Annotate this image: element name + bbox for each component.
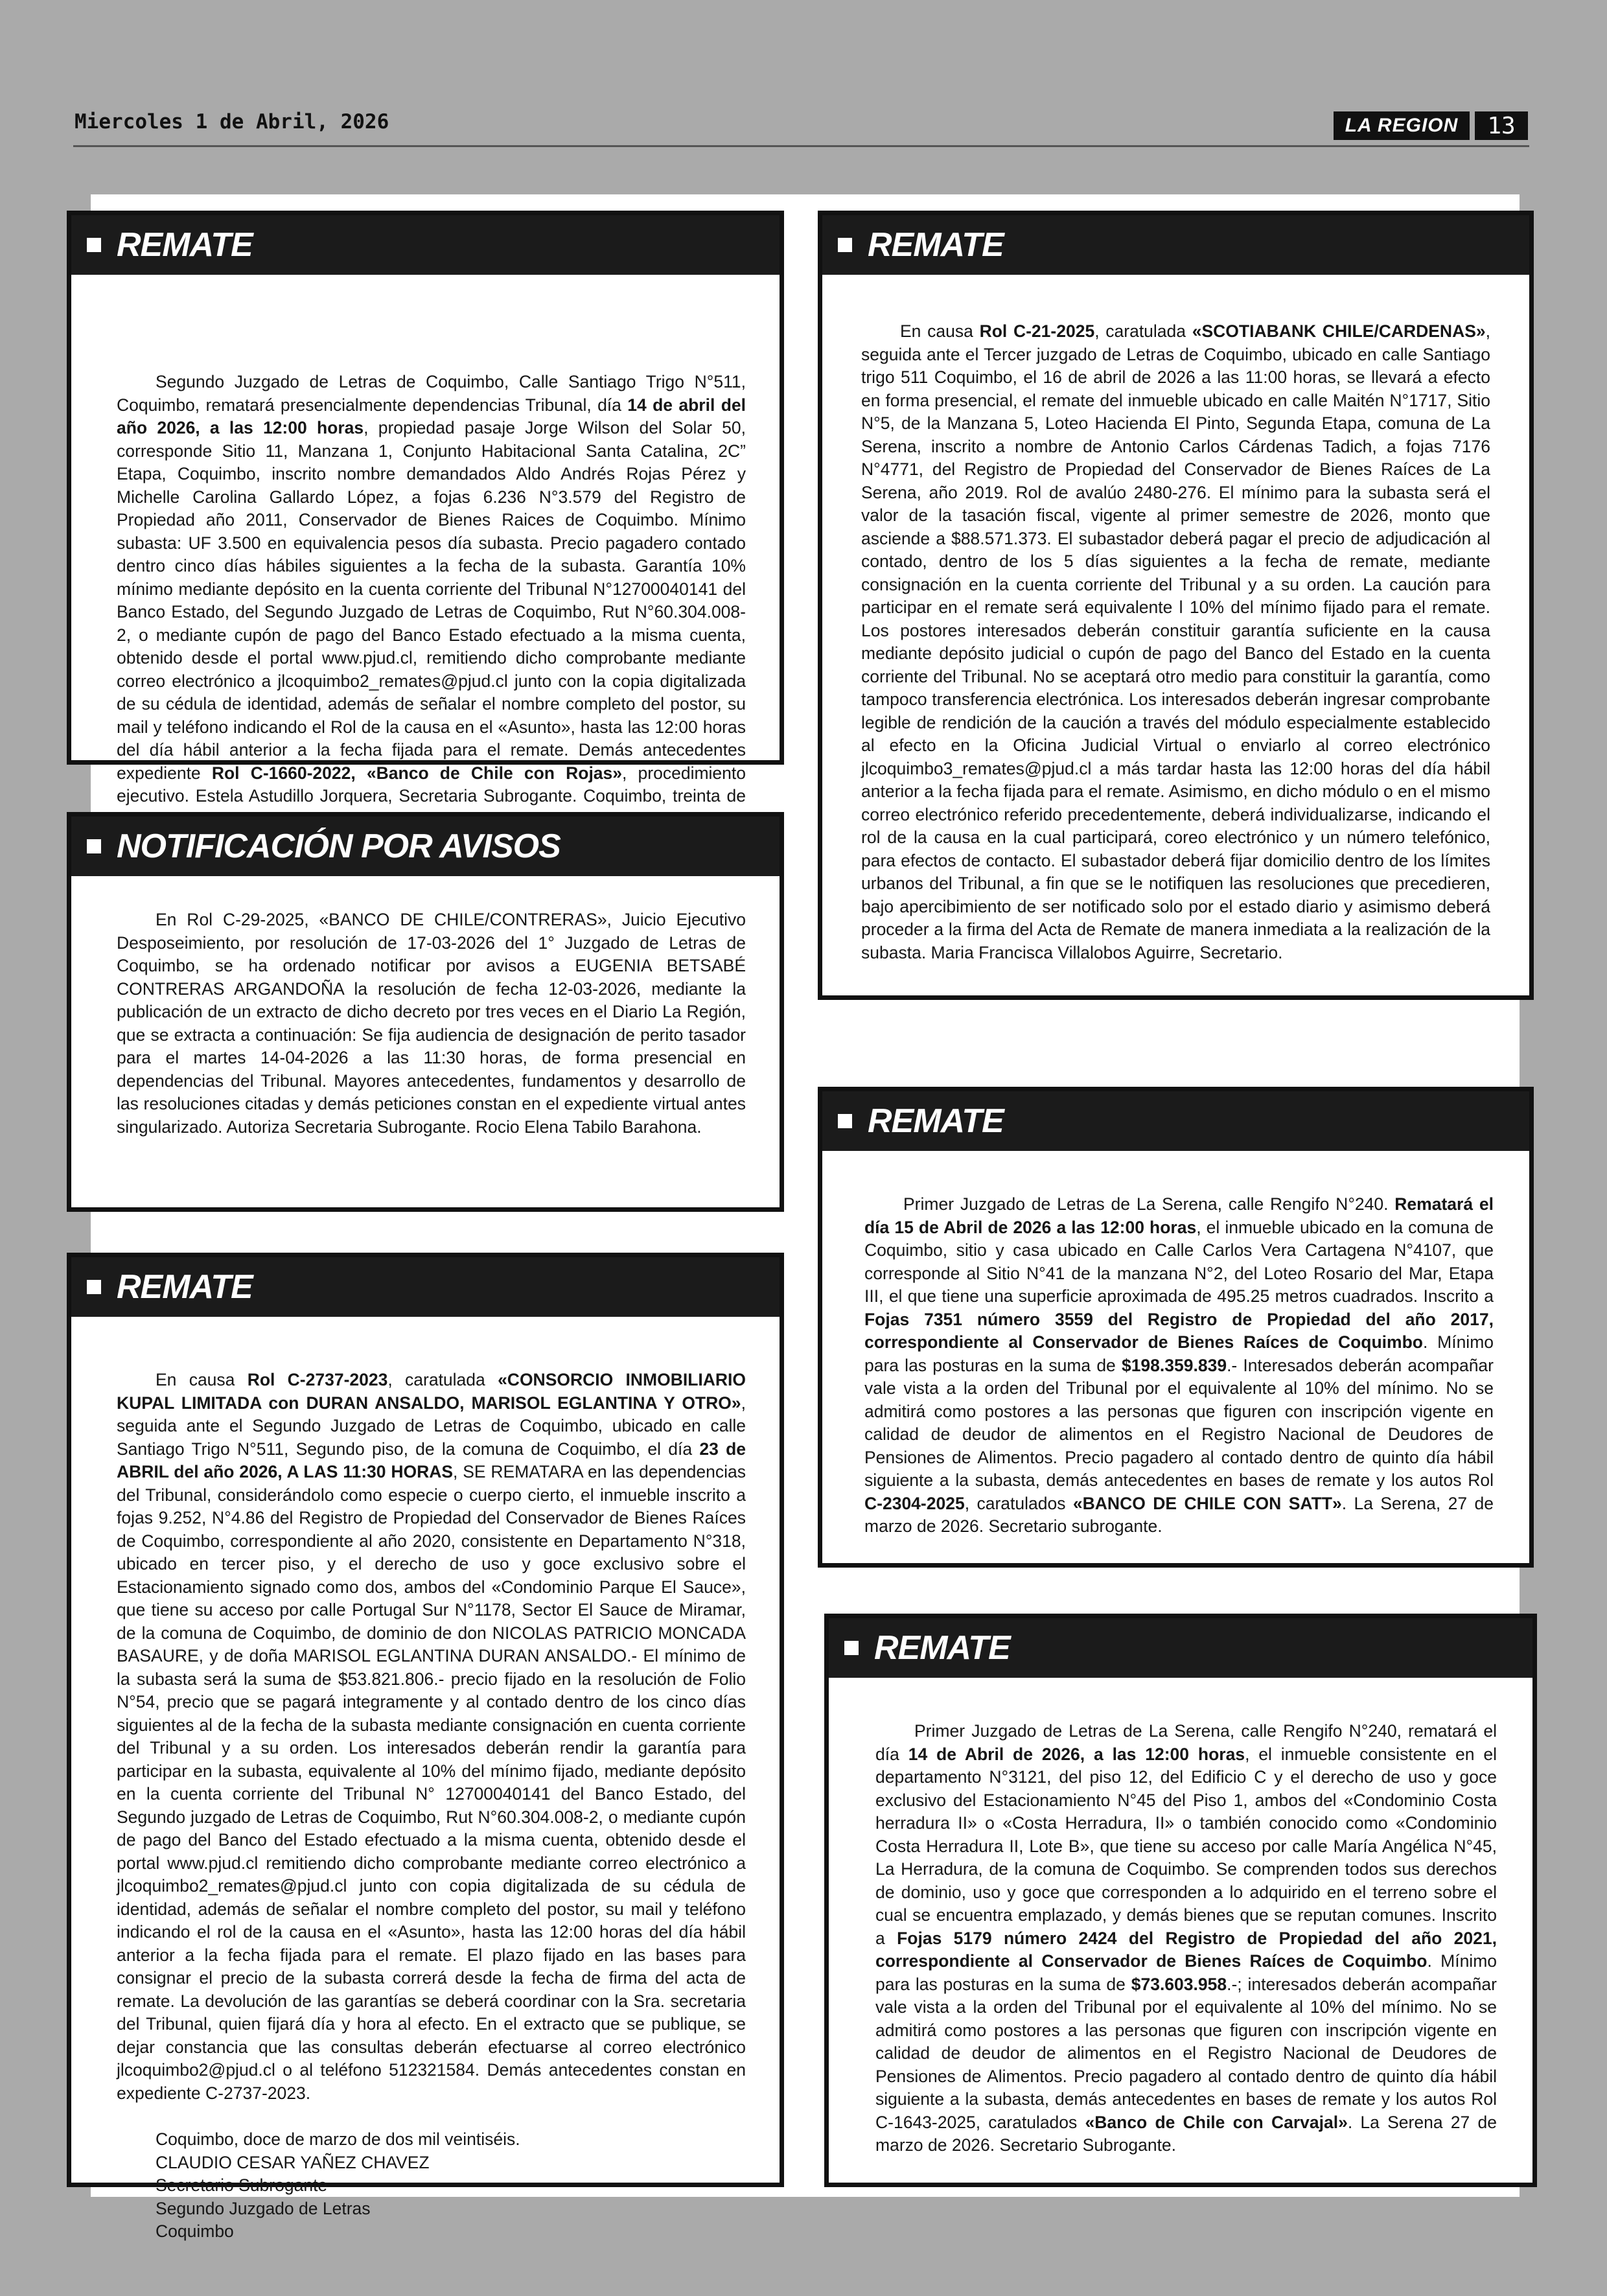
notice-title: REMATE — [868, 226, 1004, 264]
notice-title: NOTIFICACIÓN POR AVISOS — [117, 828, 561, 865]
signature-court: Segundo Juzgado de Letras — [156, 2198, 371, 2218]
notice-header — [829, 1618, 1532, 1678]
notice-paragraph: En Rol C-29-2025, «BANCO DE CHILE/CONTRERAS», Juicio Ejecutivo Desposeimiento, por resolución de 17-03-2026 del 1° Juzgado de Letras de Coquimbo, se ha ordenado notificar por avisos a EUGENIA BETSABÉ CONTRERAS ARGANDOÑA la resolución de fecha 12-03-2026, mediante la publicación de un extracto de dicho decreto por tres veces en el Diario La Región, que se extracta a continuación: Se fija audiencia de designación de perito tasador para el martes 14-04-2026 a las 11:30 horas, de forma presencial en dependencias del Tribunal. Mayores antecedentes, fundamentos y desarrollo de las resoluciones citadas y demás peticiones constan en el expediente virtual antes singularizado. Autoriza Secretaria Subrogante. Rocio Elena Tabilo Barahona. — [117, 910, 746, 1137]
notice-header — [71, 817, 780, 876]
square-bullet-icon — [87, 238, 101, 252]
date-line: Miercoles 1 de Abril, 2026 — [75, 110, 389, 133]
notice-title: REMATE — [117, 1268, 253, 1306]
notice-body — [822, 1151, 1529, 1551]
notice-title: REMATE — [868, 1102, 1004, 1140]
signature-city: Coquimbo — [156, 2221, 234, 2241]
notice-paragraph: En causa Rol C-21-2025, caratulada «SCOTIABANK CHILE/CARDENAS», seguida ante el Tercer juzgado de Letras de Coquimbo, ubicado en calle Santiago trigo 511 Coquimbo, el 16 de abril de 2026 a las 11:00 horas, se llevará a efecto en forma presencial, el remate del inmueble ubicado en calle Maitén N°1717, Sitio N°5, de la Manzana 5, Loteo Hacienda El Pinto, Segunda Etapa, comuna de La Serena, inscrito a nombre de Antonio Carlos Cárdenas Tadich, a fojas 7176 N°4771, del Registro de Propiedad del Conservador de Bienes Raíces de La Serena, año 2019. Rol de avalúo 2480-276. El mínimo para la subasta será el valor de la tasación fiscal, vigente al primer semestre de 2026, monto que asciende a $88.571.373. El subastador deberá pagar el precio de adjudicación al contado, dentro de los 5 días siguientes a la fecha de remate, mediante consignación en la cuenta corriente del Tribunal y a su orden. La caución para participar en el remate será equivalente l 10% del mínimo fijado para el remate. Los postores interesados deberán constituir garantía suficiente en la causa mediante depósito judicial o cupón de pago del Banco del Estado en la cuenta corriente del Tribunal. No se aceptará otro medio para constituir la garantía, como tampoco transferencia electrónica. Los interesados deberán ingresar comprobante legible de rendición de la caución a través del módulo especialmente establecido al efecto en la Oficina Judicial Virtual o enviarlo al correo electrónico jlcoquimbo3_remates@pjud.cl a más tardar hasta las 12:00 horas del día hábil anterior a la fecha fijada para el remate. Asimismo, en dicho módulo o en el mismo correo electrónico referido precedentemente, deberá individualizarse, indicando el rol de la causa en la cual participará, coreo electrónico y un número telefónico, para efectos de contacto. El subastador deberá fijar domicilio dentro de los límites urbanos del Tribunal, a fin que se le notifiquen las resoluciones que precedieren, bajo apercibimiento de ser notificado solo por el estado diario y asimismo deberá proceder a la firma del Acta de Remate de manera inmediata a la realización de la subasta. Maria Francisca Villalobos Aguirre, Secretario. — [861, 321, 1490, 962]
signature-block — [117, 2128, 746, 2244]
notice-remate-3 — [67, 1253, 784, 2241]
notice-title: REMATE — [874, 1629, 1010, 1667]
notice-paragraph: Primer Juzgado de Letras de La Serena, calle Rengifo N°240, rematará el día 14 de Abril de 2026, a las 12:00 horas, el inmueble consistente en el departamento N°3121, del piso 12, del Edificio C y el derecho de uso y goce exclusivo del Estacionamiento N°45 del Piso 1, ambos del «Condominio Costa herradura II» o «Costa Herradura, II» o también conocido como «Condominio Costa Herradura II, Lote B», que tiene su acceso por calle María Angélica N°45, La Herradura, de la comuna de Coquimbo. Se comprenden todos sus derechos de dominio, uso y goce que corresponden a lo adquirido en el terreno sobre el cual se encuentra emplazado, y demás bienes que se reputan comunes. Inscrito a Fojas 5179 número 2424 del Registro de Propiedad del año 2021, correspondiente al Conservador de Bienes Raíces de Coquimbo. Mínimo para las posturas en la suma de $73.603.958.-; interesados deberán acompañar vale vista a la orden del Tribunal por el equivalente al 10% del mínimo. No se admitirá como postores a las personas que figuren con inscripción vigente en calidad de deudor de alimentos en el Registro Nacional de Deudores de Pensiones de Alimentos. Precio pagadero al contado dentro de quinto día hábil siguiente a la subasta, demás antecedentes en bases de remate y los autos Rol C-1643-2025, caratulados «Banco de Chile con Carvajal». La Serena 27 de marzo de 2026. Secretario Subrogante. — [875, 1721, 1497, 2155]
signature-name: CLAUDIO CESAR YAÑEZ CHAVEZ — [156, 2152, 430, 2172]
page-number: 13 — [1475, 111, 1528, 140]
notice-body — [71, 1317, 780, 2256]
notice-paragraph: En causa Rol C-2737-2023, caratulada «CONSORCIO INMOBILIARIO KUPAL LIMITADA con DURAN ANSALDO, MARISOL EGLANTINA Y OTRO», seguida ante el Segundo Juzgado de Letras de Coquimbo, ubicado en calle Santiago Trigo N°511, Segundo piso, de la comuna de Coquimbo, el día 23 de ABRIL del año 2026, A LAS 11:30 HORAS, SE REMATARA en las dependencias del Tribunal, considerándolo como especie o cuerpo cierto, el inmueble inscrito a fojas 9.252, N°4.86 del Registro de Propiedad del Conservador de Bienes Raíces de Coquimbo, correspondiente al año 2020, consistente en Departamento N°318, ubicado en tercer piso, y el derecho de uso y goce exclusivo sobre el Estacionamiento signado como dos, ambos del «Condominio Parque El Sauce», que tiene su acceso por calle Portugal Sur N°1178, Sector El Sauce de Miramar, de la comuna de Coquimbo, de dominio de don NICOLAS PATRICIO MONCADA BASAURE, y de doña MARISOL EGLANTINA DURAN ANSALDO.- El mínimo de la subasta será la suma de $53.821.806.- precio fijado en la resolución de Folio N°54, precio que se pagará integramente y al contado dentro de los cinco días siguientes al de la fecha de la subasta mediante consignación en cuenta corriente del Tribunal y a su orden. Los interesados deberán rendir la garantía para participar en la subasta, equivalente al 10% del mínimo fijado, mediante depósito en la cuenta corriente del Tribunal N° 12700040141 del Banco Estado, del Segundo juzgado de Letras de Coquimbo, Rut N°60.304.008-2, o mediante cupón de pago del Banco del Estado efectuado a la misma cuenta, obtenido desde el portal www.pjud.cl remitiendo dicho comprobante mediante correo electrónico a jlcoquimbo2_remates@pjud.cl junto con copia digitalizada de su cédula de identidad, además de señalar el nombre completo del postor, su mail y teléfono indicando el rol de la causa en el «Asunto», hasta las 12:00 horas del día hábil anterior a la fecha fijada para el remate. El plazo fijado en las bases para consignar el precio de la subasta correrá desde la fecha de firma del acta de remate. La devolución de las garantías se deberá coordinar con la Sra. secretaria del Tribunal, quien fijará día y hora al efecto. En el extracto que se publique, se dejar constancia que las consultas deberán efectuarse al correo electrónico jlcoquimbo2@pjud.cl o al teléfono 512321584. Demás antecedentes constan en expediente C-2737-2023. — [117, 1370, 746, 2103]
notice-remate-6 — [824, 1614, 1537, 2187]
notice-body — [822, 275, 1529, 977]
square-bullet-icon — [838, 1114, 852, 1128]
notice-remate-4 — [818, 211, 1534, 1000]
signature-date: Coquimbo, doce de marzo de dos mil veintiséis. — [156, 2129, 520, 2149]
notice-paragraph: Primer Juzgado de Letras de La Serena, calle Rengifo N°240. Rematará el día 15 de Abril de 2026 a las 12:00 horas, el inmueble ubicado en la comuna de Coquimbo, sitio y casa ubicado en Calle Carlos Vera Cartagena N°4107, que corresponde al Sitio N°41 de la manzana N°2, del Loteo Rosario del Mar, Etapa III, el que tiene una superficie aproximada de 495.25 metros cuadrados. Inscrito a Fojas 7351 número 3559 del Registro de Propiedad del año 2017, correspondiente al Conservador de Bienes Raíces de Coquimbo. Mínimo para las posturas en la suma de $198.359.839.- Interesados deberán acompañar vale vista a la orden del Tribunal por el equivalente al 10% del mínimo. No se admitirá como postores a las personas que figuren con inscripción vigente en calidad de deudor de alimentos en el Registro Nacional de Deudores de Pensiones de Alimentos. Precio pagadero al contado dentro de quinto día hábil siguiente a la subasta, demás antecedentes en bases de remate y los autos Rol C-2304-2025, caratulados «BANCO DE CHILE CON SATT». La Serena, 27 de marzo de 2026. Secretario subrogante. — [864, 1194, 1494, 1536]
notice-body — [71, 275, 780, 844]
notice-remate-5 — [818, 1087, 1534, 1568]
notice-paragraph: Segundo Juzgado de Letras de Coquimbo, Calle Santiago Trigo N°511, Coquimbo, rematará presencialmente dependencias Tribunal, día 14 de abril del año 2026, a las 12:00 horas, propiedad pasaje Jorge Wilson del Solar 50, corresponde Sitio 11, Manzana 1, Conjunto Habitacional Santa Catalina, 2C” Etapa, Coquimbo, inscrito nombre demandados Aldo Andrés Rojas Pérez y Michelle Carolina Gallardo López, a fojas 6.236 N°3.579 del Registro de Propiedad año 2011, Conservador de Bienes Raices de Coquimbo. Mínimo subasta: UF 3.500 en equivalencia pesos día subasta. Precio pagadero contado dentro cinco días hábiles siguientes a la fecha de la subasta. Garantía 10% mínimo mediante depósito en la cuenta corriente del Tribunal N°12700040141 del Banco Estado, del Segundo Juzgado de Letras de Coquimbo, Rut N°60.304.008-2, o mediante cupón de pago del Banco Estado efectuado a la misma cuenta, obtenido desde el portal www.pjud.cl, remitiendo dicho comprobante mediante correo electrónico a jlcoquimbo2_remates@pjud.cl junto con la copia digitalizada de su cédula de identidad, además de señalar el nombre completo del postor, su mail y teléfono indicando el Rol de la causa en el «Asunto», hasta las 12:00 horas del día hábil anterior a la fecha fijada para el remate. Demás antecedentes expediente Rol C-1660-2022, «Banco de Chile con Rojas», procedimiento ejecutivo. Estela Astudillo Jorquera, Secretaria Subrogante. Coquimbo, treinta de — [117, 372, 746, 806]
notice-title: REMATE — [117, 226, 253, 264]
header-rule — [73, 145, 1529, 147]
notice-header — [822, 215, 1529, 275]
square-bullet-icon — [87, 839, 101, 853]
square-bullet-icon — [838, 238, 852, 252]
notice-body — [829, 1678, 1532, 2170]
square-bullet-icon — [844, 1641, 859, 1655]
notice-header — [822, 1091, 1529, 1151]
square-bullet-icon — [87, 1280, 101, 1294]
notice-notificacion — [67, 812, 784, 1212]
notice-header — [71, 1257, 780, 1317]
notice-header — [71, 215, 780, 275]
signature-role: Secretario Subrogante — [156, 2175, 328, 2195]
notice-remate-1 — [67, 211, 784, 806]
brand-logo: LA REGION — [1334, 111, 1470, 140]
notice-body — [71, 876, 780, 1152]
